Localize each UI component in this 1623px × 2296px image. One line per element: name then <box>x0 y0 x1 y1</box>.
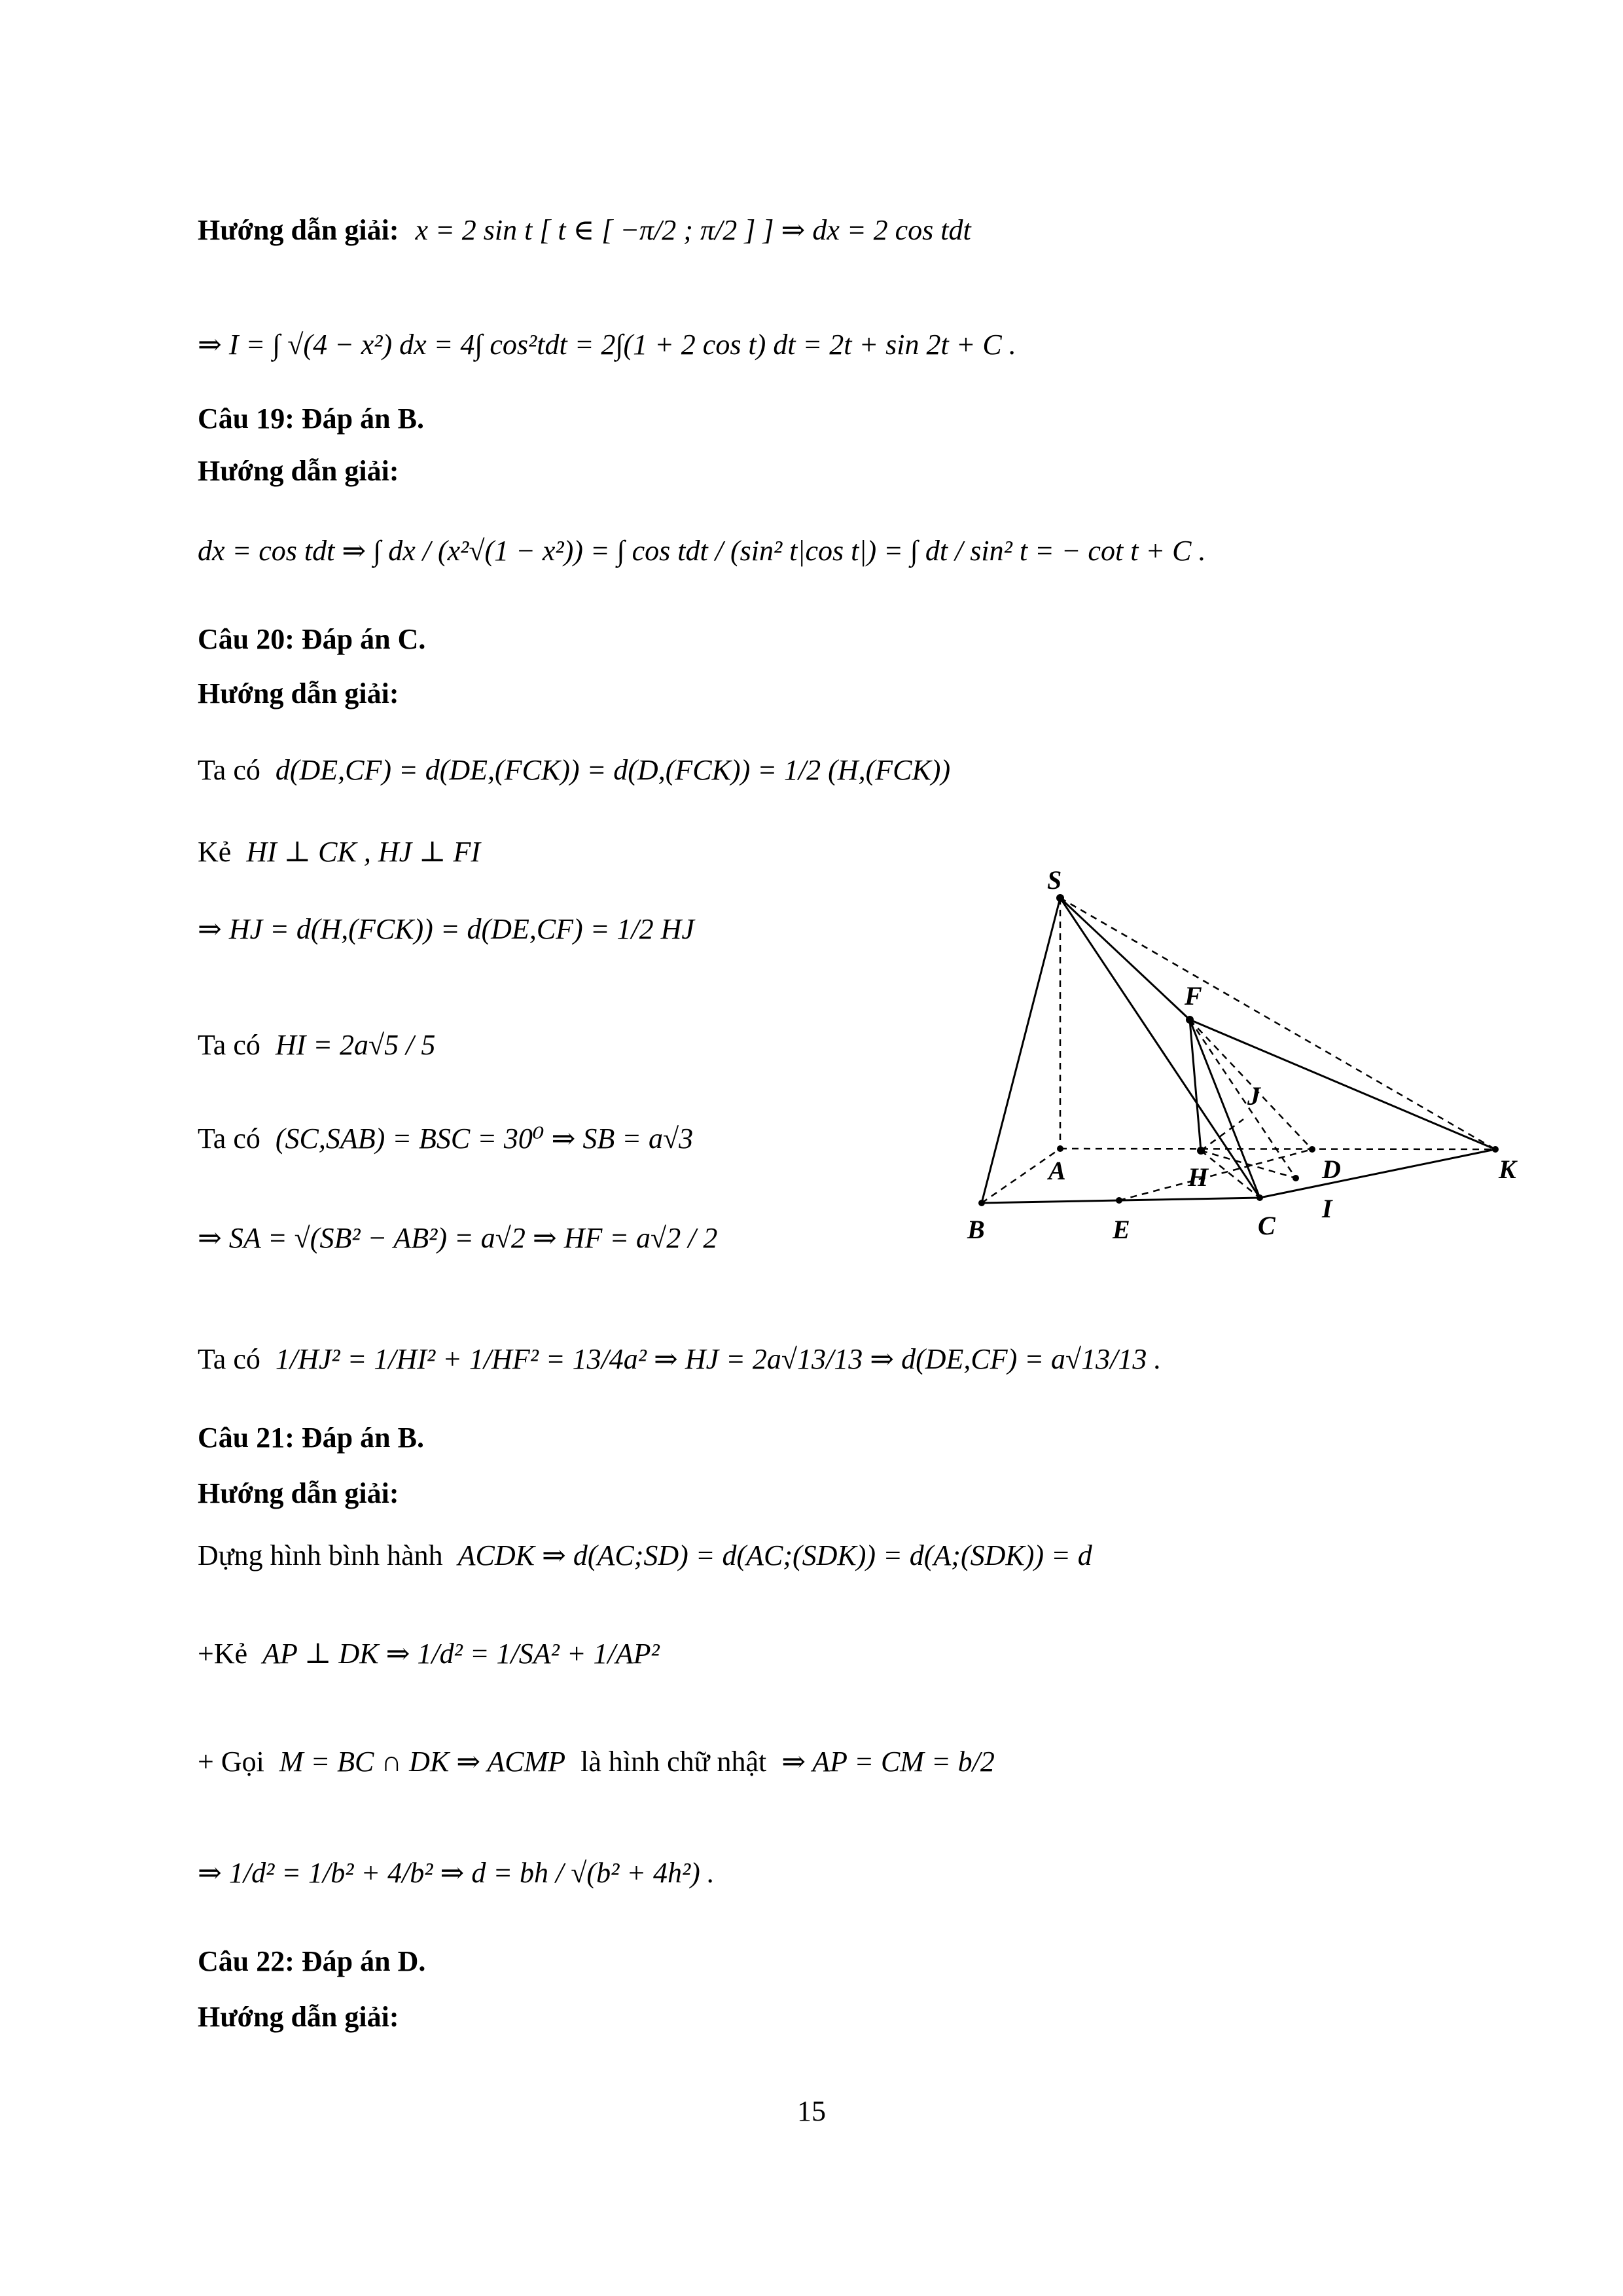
math-substitution: x = 2 sin t [ t ∈ [ −π/2 ; π/2 ] ] ⇒ dx = 2 cos tdt <box>415 214 971 246</box>
point-k <box>1492 1146 1499 1153</box>
point-d <box>1309 1146 1315 1153</box>
label-c: C <box>1258 1211 1275 1240</box>
question-19-guide: Hướng dẫn giải: <box>198 455 399 487</box>
text: Ta có <box>198 1343 260 1375</box>
question-21-line-d <box>198 1859 715 1888</box>
math-expression: 1/HJ² = 1/HI² + 1/HF² = 13/4a² ⇒ HJ = 2a√13/13 ⇒ d(DE,CF) = a√13/13 . <box>275 1343 1162 1375</box>
question-19-math <box>198 537 1205 565</box>
question-20-line-c <box>198 915 694 944</box>
label-b: B <box>967 1215 985 1244</box>
point-b <box>978 1200 985 1206</box>
text: +Kẻ <box>198 1638 248 1670</box>
page-number: 15 <box>797 2095 826 2127</box>
math-expression: ⇒ I = ∫ √(4 − x²) dx = 4∫ cos²tdt = 2∫(1 + 2 cos t) dt = 2t + sin 2t + C . <box>198 329 1016 361</box>
edge-sf <box>1060 898 1190 1020</box>
point-c <box>1257 1194 1263 1201</box>
math-expression: AP ⊥ DK ⇒ 1/d² = 1/SA² + 1/AP² <box>262 1638 660 1670</box>
solution-label: Hướng dẫn giải: <box>198 214 399 246</box>
edge-fh <box>1190 1020 1201 1151</box>
edge-hj <box>1201 1119 1243 1151</box>
point-f <box>1186 1016 1194 1024</box>
label-e: E <box>1113 1215 1130 1244</box>
math-expression: ACDK ⇒ d(AC;SD) = d(AC;(SDK)) = d(A;(SDK)) = d <box>457 1539 1092 1571</box>
point-e <box>1116 1197 1122 1204</box>
question-20-guide: Hướng dẫn giải: <box>198 677 399 709</box>
point-a <box>1057 1145 1063 1152</box>
point-i <box>1293 1175 1299 1181</box>
edge-hi <box>1201 1151 1296 1178</box>
question-21-answer: Câu 21: Đáp án B. <box>198 1422 424 1454</box>
point-s <box>1056 894 1064 902</box>
question-22-guide: Hướng dẫn giải: <box>198 2001 399 2033</box>
math-expression: HI ⊥ CK , HJ ⊥ FI <box>246 836 481 868</box>
text: Ta có <box>198 1029 260 1061</box>
question-21-line-c <box>198 1748 995 1776</box>
label-h: H <box>1188 1162 1209 1192</box>
math-expression: M = BC ∩ DK ⇒ ACMP <box>279 1746 566 1778</box>
solution-line-1 <box>198 216 971 245</box>
math-expression: dx = cos tdt ⇒ ∫ dx / (x²√(1 − x²)) = ∫ cos tdt / (sin² t|cos t|) = ∫ dt / sin² t = − cot t + C . <box>198 535 1206 567</box>
text: Ta có <box>198 1122 260 1155</box>
edge-sc <box>1060 898 1260 1198</box>
label-k: K <box>1499 1155 1516 1184</box>
math-expression: (SC,SAB) = BSC = 30⁰ ⇒ SB = a√3 <box>275 1122 694 1155</box>
question-19-answer: Câu 19: Đáp án B. <box>198 403 424 435</box>
math-expression: d(DE,CF) = d(DE,(FCK)) = d(D,(FCK)) = 1/2 (H,(FCK)) <box>275 754 951 786</box>
text: Kẻ <box>198 836 232 868</box>
label-f: F <box>1185 981 1202 1011</box>
label-j: J <box>1247 1081 1260 1111</box>
edge-sk <box>1060 898 1495 1149</box>
math-expression: ⇒ 1/d² = 1/b² + 4/b² ⇒ d = bh / √(b² + 4h²) . <box>198 1857 715 1889</box>
text: là hình chữ nhật <box>580 1746 767 1778</box>
question-20-line-a <box>198 756 950 785</box>
question-20-line-f <box>198 1224 717 1253</box>
question-20-line-e <box>198 1124 693 1153</box>
text: Ta có <box>198 754 260 786</box>
math-expression: HI = 2a√5 / 5 <box>275 1029 436 1061</box>
math-expression: ⇒ AP = CM = b/2 <box>781 1746 995 1778</box>
question-20-line-b <box>198 838 480 867</box>
math-expression: ⇒ SA = √(SB² − AB²) = a√2 ⇒ HF = a√2 / 2 <box>198 1222 718 1254</box>
question-20-line-d <box>198 1031 435 1060</box>
point-h <box>1197 1147 1205 1155</box>
question-21-guide: Hướng dẫn giải: <box>198 1477 399 1509</box>
question-20-answer: Câu 20: Đáp án C. <box>198 623 426 655</box>
question-21-line-b <box>198 1640 660 1668</box>
math-expression: ⇒ HJ = d(H,(FCK)) = d(DE,CF) = 1/2 HJ <box>198 913 694 945</box>
text: + Gọi <box>198 1746 264 1778</box>
edge-ck <box>1260 1149 1495 1198</box>
question-22-answer: Câu 22: Đáp án D. <box>198 1945 426 1977</box>
label-i: I <box>1322 1194 1332 1223</box>
label-d: D <box>1322 1155 1341 1184</box>
question-20-line-g <box>198 1345 1161 1374</box>
pyramid-figure <box>955 864 1531 1257</box>
question-21-line-a <box>198 1541 1092 1570</box>
math-integral-result <box>198 331 1016 359</box>
text: Dựng hình bình hành <box>198 1539 443 1571</box>
label-a: A <box>1048 1156 1066 1185</box>
edge-fk <box>1190 1020 1495 1149</box>
label-s: S <box>1047 865 1062 895</box>
